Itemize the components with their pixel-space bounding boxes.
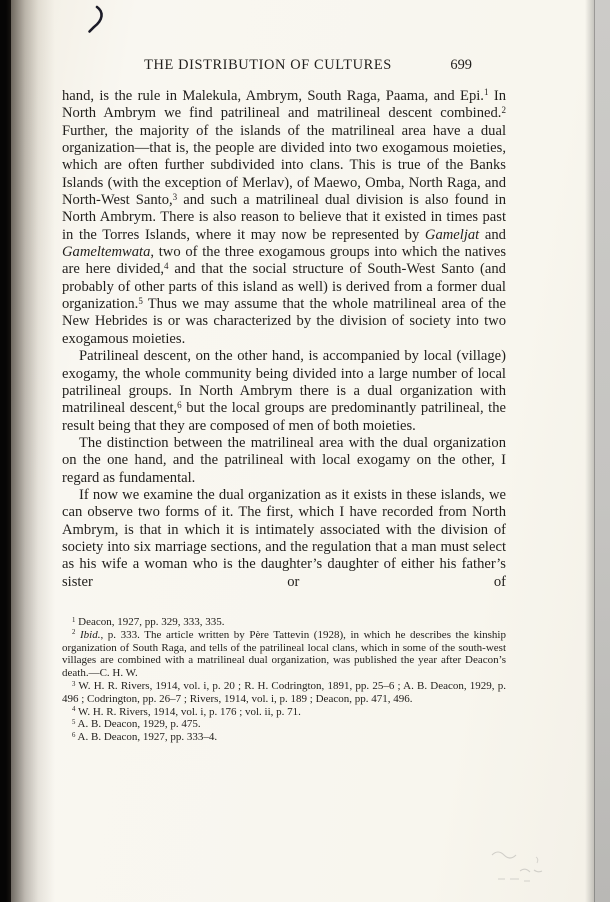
paragraph: Patrilineal descent, on the other hand, is accompanied by local (village) exogamy, the whole community being divided into a large number of local patrilineal groups. In North Ambrym there is a dual organization with matrilineal descent,$^6$ but the local groups are predominantly patrilineal, the result being that they are composed of men of both moieties. bbox=[62, 348, 506, 434]
body-text bbox=[62, 88, 506, 591]
footnote: $^1$ Deacon, 1927, pp. 329, 333, 335. bbox=[72, 615, 225, 628]
footnote: $^2$ Ibid., p. 333. The article written by Père Tattevin (1928), in which he describes the kinship organization of South Raga, and tells of the patrilineal local clans, which in some of the south-west villages are combined with a matrilineal dual organization, was published the year after Deacon’s death.—C. H. W. bbox=[62, 628, 506, 680]
footnote: $^3$ W. H. R. Rivers, 1914, vol. i, p. 20 ; R. H. Codrington, 1891, pp. 25–6 ; A. B. Deacon, 1929, p. 496 ; Codrington, pp. 26–7 ; Rivers, 1914, vol. i, p. 189 ; Deacon, pp. 471, 496. bbox=[62, 679, 506, 705]
paragraph: hand, is the rule in Malekula, Ambrym, South Raga, Paama, and Epi.$^1$ In North Ambrym we find patrilineal and matrilineal descent combined.$^2$ Further, the majority of the islands of the matrilineal area have a dual organization—that is, the people are divided into two exogamous moieties, which are often further subdivided into clans. This is true of the Banks Islands (with the exception of Merlav), of Maewo, Omba, North Raga, and North-West Santo,$^3$ and such a matrilineal dual division is also found in North Ambrym. There is also reason to believe that it existed in times past in the Torres Islands, where it may now be represented by Gameljat and Gameltemwata, two of the three exogamous groups into which the natives are here divided,$^4$ and that the social structure of South-West Santo (and probably of other parts of this island as well) is derived from a former dual organization.$^5$ Thus we may assume that the whole matrilineal area of the New Hebrides is or was characterized by the division of society into two exogamous moieties. bbox=[62, 87, 507, 347]
page-number: 699 bbox=[450, 57, 472, 73]
paragraph: If now we examine the dual organization as it exists in these islands, we can observe two forms of it. The first, which I have recorded from North Ambrym, is that in which it is intimately associated with the division of society into six marriage sections, and the regulation that a man must select as his wife a woman who is the daughter’s daughter of either his father’s sister or of bbox=[62, 486, 506, 590]
gutter-shadow bbox=[11, 0, 55, 902]
paragraph: The distinction between the matrilineal area with the dual organization on the one hand, and the patrilineal with local exogamy on the other, I regard as fundamental. bbox=[62, 434, 506, 486]
scanner-edge-strip bbox=[594, 0, 610, 902]
book-spine-strip bbox=[0, 0, 11, 902]
footnotes bbox=[62, 616, 506, 744]
page-edge-shadow bbox=[585, 0, 594, 902]
page-title: THE DISTRIBUTION OF CULTURES bbox=[144, 57, 392, 73]
footnote: $^4$ W. H. R. Rivers, 1914, vol. i, p. 176 ; vol. ii, p. 71. bbox=[72, 705, 301, 718]
footnote: $^5$ A. B. Deacon, 1929, p. 475. bbox=[72, 718, 201, 731]
footnote: $^6$ A. B. Deacon, 1927, pp. 333–4. bbox=[72, 731, 218, 744]
handwritten-pen-mark bbox=[86, 5, 110, 35]
running-header bbox=[62, 57, 506, 76]
pencil-smudge bbox=[486, 845, 564, 891]
